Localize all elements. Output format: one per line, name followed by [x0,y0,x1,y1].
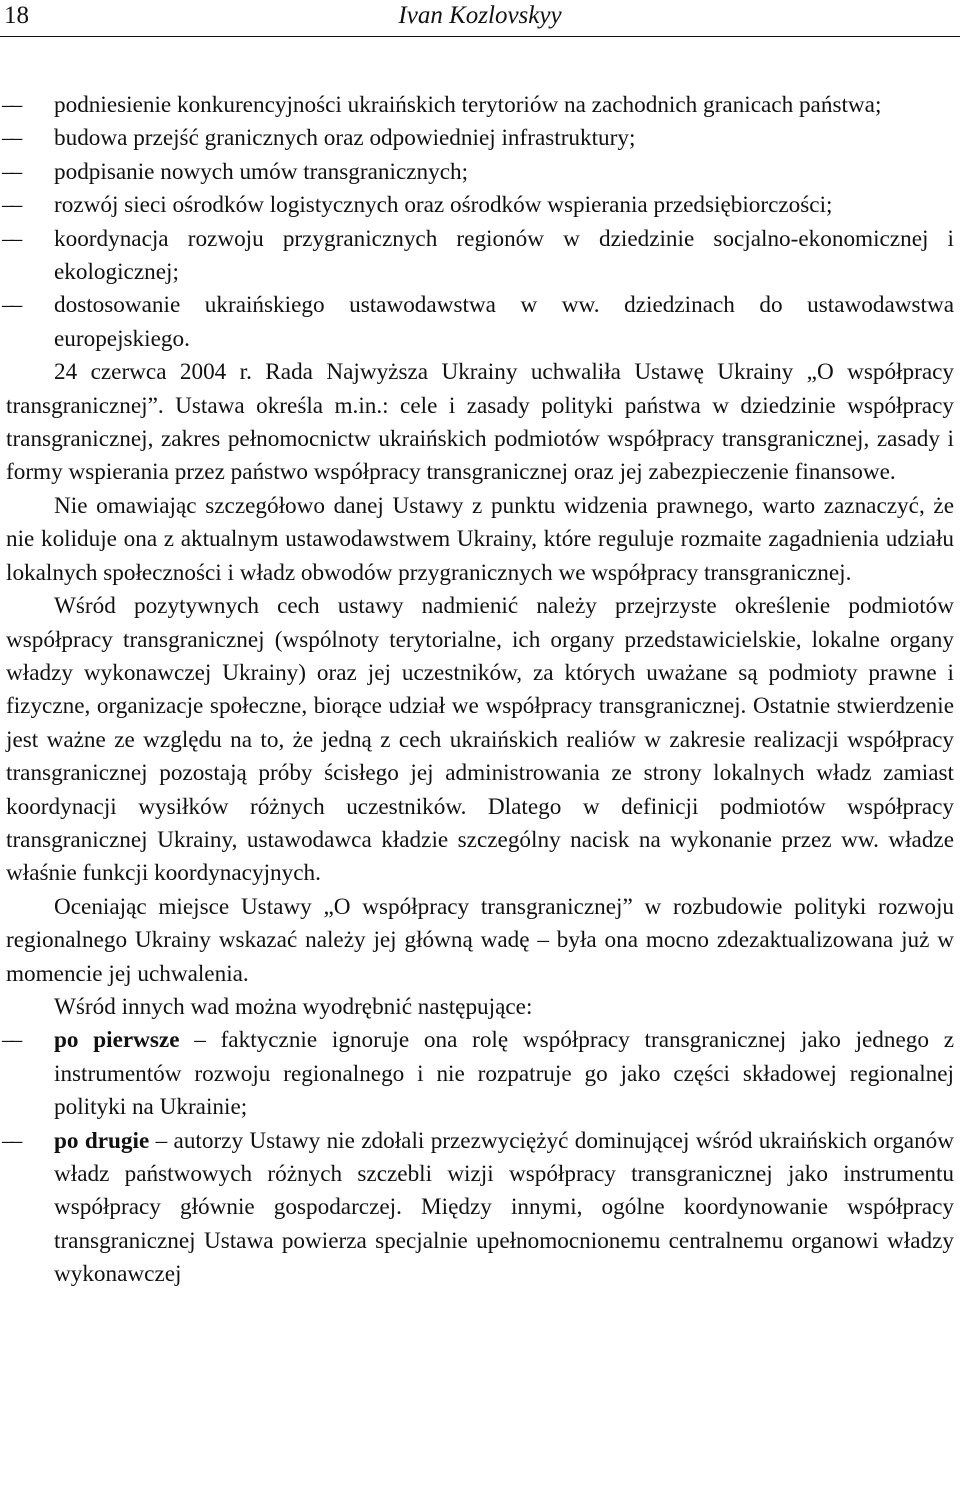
dash-bullet-icon [2,156,42,189]
list-item: –– rozwój sieci ośrodków logistycznych oraz ośrodków wspierania przedsiębiorczości; [6,189,954,222]
dash-bullet-icon [2,1125,42,1158]
dash-bullet-icon [2,223,42,256]
page-number: 18 [4,2,29,29]
list-item [6,1024,954,1124]
paragraph-legal-context: Nie omawiając szczegółowo danej Ustawy z punktu widzenia prawnego, warto zaznaczyć, że nie koliduje ona z aktualnym ustawodawstwem Ukrainy, które reguluje rozmaite zagadnienia udziału lokalnych społeczności i władz obwodów przygranicznych we współpracy transgranicznej. [6,492,954,586]
running-title: Ivan Kozlovskyy [398,2,562,29]
dash-bullet-icon [2,89,42,122]
defect-lead: po pierwsze [54,1027,180,1054]
defect-text: – autorzy Ustawy nie zdołali przezwyciężyć dominującej wśród ukraińskich organów władz państwowych różnych szczebli wizji współpracy transgranicznej jako instrumentu współpracy głównie gospodarczej. Między innymi, ogólne koordynowanie współpracy transgranicznej Ustawa powierza specjalnie upełnomocnionemu centralnemu organowi władzy wykonawczej [54,1127,954,1288]
paragraph-law-adoption: 24 czerwca 2004 r. Rada Najwyższa Ukrainy uchwaliła Ustawę Ukrainy „O współpracy transgranicznej”. Ustawa określa m.in.: cele i zasady polityki państwa w dziedzinie współpracy transgranicznej, zakres pełnomocnictw ukraińskich podmiotów współpracy transgranicznej, zasady i formy wspierania przez państwo współpracy transgranicznej oraz jej zabezpieczenie finansowe. [6,359,954,486]
list-item: –– podpisanie nowych umów transgranicznych; [6,156,954,189]
paragraph-other-defects-intro: Wśród innych wad można wyodrębnić następujące: [54,993,533,1020]
dash-bullet-icon [2,289,42,322]
paragraph-positive-features: Wśród pozytywnych cech ustawy nadmienić należy przejrzyste określenie podmiotów współpracy transgranicznej (wspólnoty terytorialne, ich organy przedstawicielskie, lokalne organy władzy wykonawczej Ukrainy) oraz jej uczestników, za których uważane są podmioty prawne i fizyczne, organizacje społeczne, biorące udział we współpracy transgranicznej. Ostatnie stwierdzenie jest ważne ze względu na to, że jedną z cech ukraińskich realiów w zakresie realizacji współpracy transgranicznej pozostają próby ścisłego jej administrowania ze strony lokalnych władz zamiast koordynacji wysiłków różnych uczestników. Dlatego w definicji podmiotów współpracy transgranicznej Ukrainy, ustawodawca kładzie szczególny nacisk na wykonanie przez ww. władze właśnie funkcji koordynacyjnych. [6,593,954,887]
page-body [6,89,954,1292]
paragraph-main-defect: Oceniając miejsce Ustawy „O współpracy transgranicznej” w rozbudowie polityki rozwoju regionalnego Ukrainy wskazać należy jej główną wadę – była ona mocno zdezaktualizowana już w momencie jej uchwalenia. [6,893,954,987]
page-header [0,0,960,37]
list-item: –– dostosowanie ukraińskiego ustawodawstwa w ww. dziedzinach do ustawodawstwa europejskiego. [6,289,954,356]
goals-list [6,89,954,356]
list-item: –– koordynacja rozwoju przygranicznych regionów w dziedzinie socjalno-ekonomicznej i ekologicznej; [6,223,954,290]
dash-bullet-icon [2,189,42,222]
dash-bullet-icon [2,122,42,155]
list-item [6,1125,954,1292]
list-item: –– podniesienie konkurencyjności ukraińskich terytoriów na zachodnich granicach państwa; [6,89,954,122]
defects-list [6,1024,954,1291]
defect-text: – faktycznie ignoruje ona rolę współpracy transgranicznej jako jednego z instrumentów rozwoju regionalnego i nie rozpatruje go jako części składowej regionalnej polityki na Ukrainie; [54,1027,954,1121]
dash-bullet-icon [2,1024,42,1057]
list-item: –– budowa przejść granicznych oraz odpowiedniej infrastruktury; [6,122,954,155]
defect-lead: po drugie [54,1127,150,1154]
